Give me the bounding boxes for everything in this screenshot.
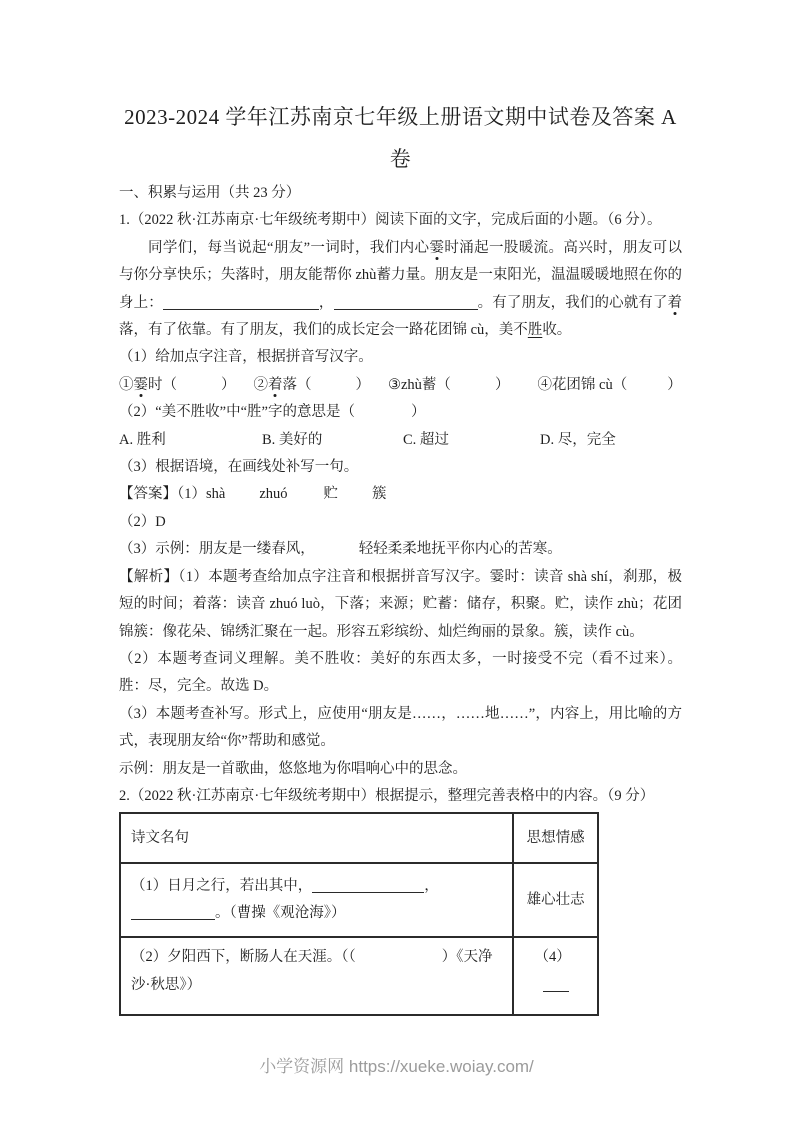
text-segment: 落（ (282, 376, 312, 393)
text-segment: （1）日月之行，若出其中， (131, 877, 313, 894)
spacing-gap (288, 497, 324, 498)
text-segment: ） (221, 376, 236, 393)
question-1-sub1: （1）给加点字注音，根据拼音写汉字。 (119, 349, 373, 366)
text-segment: ）《天净沙·秋思》） (131, 949, 493, 993)
option-c: C. 超过 (403, 431, 449, 448)
text-segment: （2）夕阳西下，断肠人在天涯。（（ (131, 949, 356, 966)
spacing-gap (225, 497, 259, 498)
emotion-cell-1: 雄心壮志 (513, 863, 598, 937)
underlined-char: 胜 (527, 322, 543, 339)
analysis-para-4: 示例：朋友是一首歌曲，悠悠地为你唱响心中的思念。 (119, 760, 467, 777)
question-2-intro: 2.（2022 秋·江苏南京·七年级统考期中）根据提示，整理完善表格中的内容。（9 分） (119, 787, 655, 804)
text-segment: ② (253, 376, 268, 393)
text-segment: （3）示例：朋友是一缕春风， (119, 541, 315, 558)
option-a: A. 胜利 (119, 431, 166, 448)
table-row-1 (120, 863, 598, 937)
emphasis-dot-char: 霎 (133, 376, 148, 393)
question-1-intro: 1.（2022 秋·江苏南京·七年级统考期中）阅读下面的文字，完成后面的小题。（6 分）。 (119, 212, 662, 229)
table-header-row (120, 813, 598, 863)
text-segment: ， (318, 294, 334, 311)
table-header-poem: 诗文名句 (120, 813, 513, 863)
answer-line-1 (119, 481, 682, 508)
spacing-gap (509, 388, 537, 389)
answer-line-2: （2）D (119, 513, 166, 530)
reading-passage (119, 235, 682, 345)
section-heading: 一、积累与运用（共 23 分） (119, 185, 301, 201)
fill-in-blank-line (163, 296, 319, 310)
text-segment: zhuó (259, 486, 288, 503)
analysis-para-2: （2）本题考查词义理解。美不胜收：美好的东西太多，一时接受不完（看不过来）。胜：尽，完全。故选 D。 (119, 650, 682, 695)
spacing-gap (315, 552, 359, 553)
fill-in-blank-line (334, 296, 478, 310)
text-segment: ① (119, 376, 134, 393)
poem-cell-1 (120, 863, 513, 937)
text-segment: 【答案】（1）shà (119, 486, 226, 503)
spacing-gap (627, 388, 667, 389)
spacing-gap (338, 497, 372, 498)
option-b: B. 美好的 (262, 431, 323, 448)
exam-title (119, 96, 682, 180)
spacing-gap (355, 415, 411, 416)
emphasis-dot-char: 着 (667, 294, 683, 311)
spacing-gap (451, 388, 495, 389)
poem-cell-2 (120, 937, 513, 1015)
text-segment: 时涌起一股暖流。高兴时，朋友可以与你分享快乐；失落时，朋友能帮你 zhù蓄力量。朋友是一束阳光，温温暖暖地照在你的身上： (119, 239, 683, 311)
text-segment: 。（曹操《观沧海》） (215, 905, 346, 922)
question-1-sub2 (119, 399, 682, 426)
text-segment: 落，有了依靠。有了朋友，我们的成长定会一路花团锦 cù，美不 (119, 322, 528, 339)
fill-in-blank-line (543, 978, 569, 992)
text-segment: 贮 (323, 486, 339, 503)
text-segment: （4） (534, 949, 571, 966)
analysis-para-3: （3）本题考查补写。形式上，应使用“朋友是……，……地……”，内容上，用比喻的方式，表现朋友给“你”帮助和感觉。 (119, 705, 682, 750)
text-segment: 。有了朋友，我们的心就有了 (477, 294, 668, 311)
analysis-para-1: 【解析】（1）本题考查给加点字注音和根据拼音写汉字。霎时：读音 shà shí，刹那，极短的时间；着落：读音 zhuó luò，下落；来源；贮蓄：储存，积聚。贮，读作 zhù；花团锦簇：像花朵、锦绣汇聚在一起。形容五彩缤纷、灿烂绚丽的景象。簇，读作 cù。 (119, 568, 682, 640)
text-segment: 轻轻柔柔地抚平你内心的苦寒。 (358, 541, 562, 558)
fill-in-blank-line (131, 906, 215, 920)
spacing-gap (356, 960, 442, 961)
poem-emotion-table (119, 812, 599, 1016)
emphasis-dot-char: 着 (268, 376, 283, 393)
table-header-emotion: 思想情感 (513, 813, 598, 863)
text-segment: ④花团锦 cù（ (537, 376, 628, 393)
question-1-sub3: （3）根据语境，在画线处补写一句。 (119, 459, 359, 476)
fill-in-blank-line (312, 879, 424, 893)
exam-title-line1: 2023-2024 学年江苏南京七年级上册语文期中试卷及答案 A (124, 105, 677, 129)
option-d: D. 尽，完全 (540, 431, 616, 448)
text-segment: ） (494, 376, 510, 393)
site-footer-watermark: 小学资源网 https://xueke.woiay.com/ (259, 1057, 534, 1076)
text-segment: 收。 (542, 322, 572, 339)
table-row-2 (120, 937, 598, 1015)
text-segment: 同学们，每当说起“朋友”一词时，我们内心 (148, 239, 430, 256)
text-segment: ） (667, 376, 682, 393)
answer-line-3 (119, 536, 682, 563)
spacing-gap (312, 388, 356, 389)
exam-body (119, 180, 682, 1016)
spacing-gap (370, 388, 388, 389)
spacing-gap (236, 388, 254, 389)
text-segment: ） (411, 404, 426, 421)
emotion-cell-2 (513, 937, 598, 1015)
pinyin-blanks-line (119, 372, 682, 399)
text-segment: 簇 (372, 486, 387, 503)
text-segment: （2）“美不胜收”中“胜”字的意思是（ (119, 404, 355, 421)
exam-title-line2: 卷 (389, 147, 412, 171)
emphasis-dot-char: 霎 (429, 239, 445, 256)
text-segment: ） (355, 376, 370, 393)
text-segment: ③zhù蓄（ (388, 376, 451, 393)
text-segment: 时（ (148, 376, 177, 393)
spacing-gap (571, 960, 577, 961)
spacing-gap (177, 388, 221, 389)
text-segment: ， (424, 877, 439, 894)
options-row (119, 427, 682, 454)
